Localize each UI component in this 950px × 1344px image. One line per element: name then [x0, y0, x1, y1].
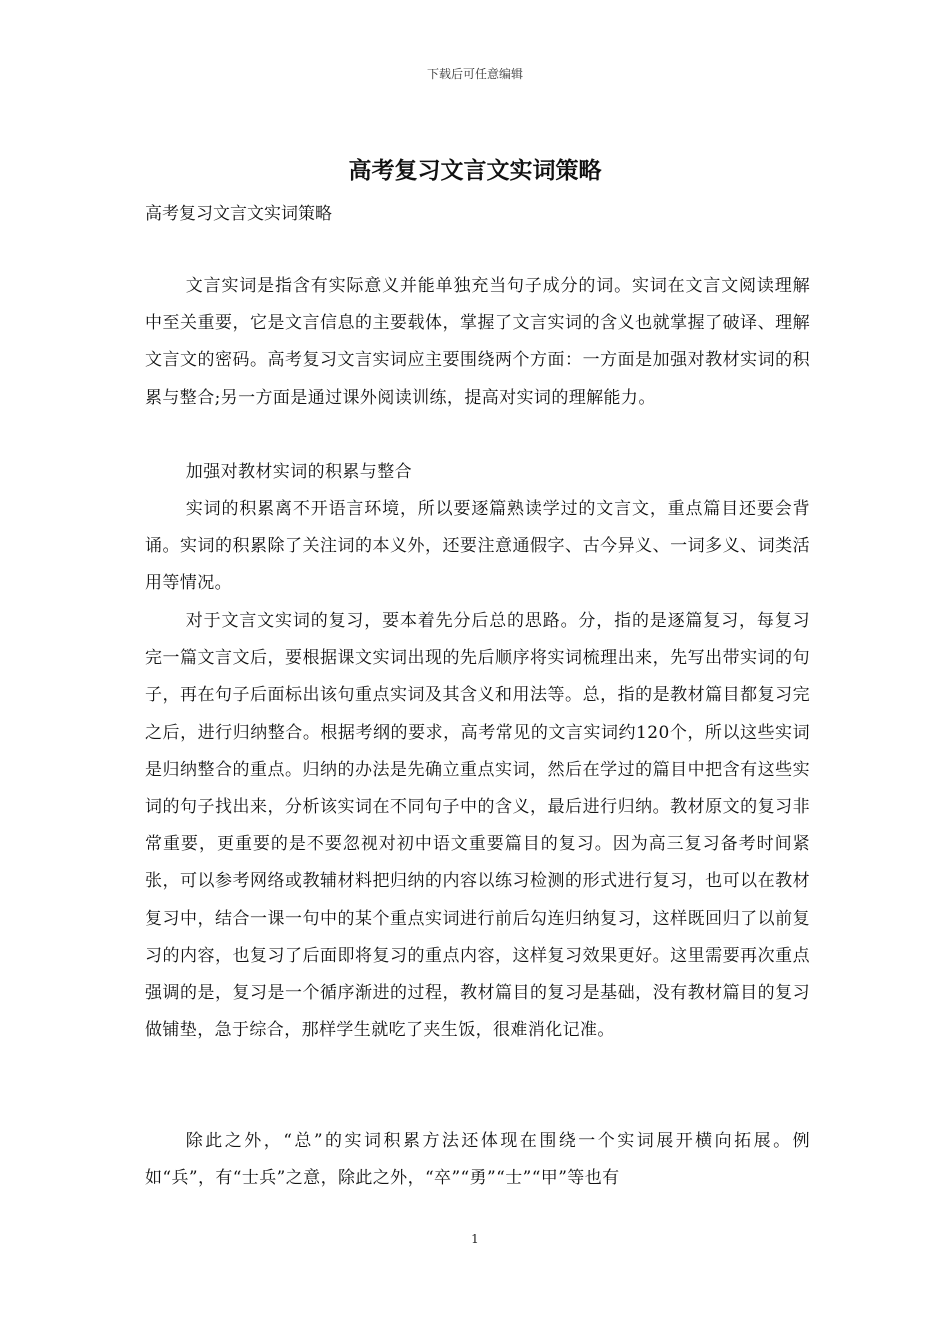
paragraph-review-method: 对于文言文实词的复习，要本着先分后总的思路。分，指的是逐篇复习，每复习完一篇文言文后，要根据课文实词出现的先后顺序将实词梳理出来，先写出带实词的句子，再在句子后面标出该句重点实词及其含义和用法等。总，指的是教材篇目都复习完之后，进行归纳整合。根据考纲的要求，高考常见的文言实词约120个，所以这些实词是归纳整合的重点。归纳的办法是先确立重点实词，然后在学过的篇目中把含有这些实词的句子找出来，分析该实词在不同句子中的含义，最后进行归纳。教材原文的复习非常重要，更重要的是不要忽视对初中语文重要篇目的复习。因为高三复习备考时间紧张，可以参考网络或教辅材料把归纳的内容以练习检测的形式进行复习，也可以在教材复习中，结合一课一句中的某个重点实词进行前后勾连归纳复习，这样既回归了以前复习的内容，也复习了后面即将复习的重点内容，这样复习效果更好。这里需要再次重点强调的是，复习是一个循序渐进的过程，教材篇目的复习是基础，没有教材篇目的复习做铺垫，急于综合，那样学生就吃了夹生饭，很难消化记准。	[145, 611, 810, 1041]
header-note: 下载后可任意编辑	[426, 67, 523, 81]
page-number: 1	[471, 1232, 479, 1246]
section-heading: 加强对教材实词的积累与整合	[185, 462, 412, 482]
document-title: 高考复习文言文实词策略	[348, 157, 602, 184]
paragraph-accumulation: 实词的积累离不开语言环境，所以要逐篇熟读学过的文言文，重点篇目还要会背诵。实词的积累除了关注词的本义外，还要注意通假字、古今异义、一词多义、词类活用等情况。	[145, 499, 810, 594]
paragraph-extension: 除此之外，“总”的实词积累方法还体现在围绕一个实词展开横向拓展。例如“兵”，有“士兵”之意，除此之外，“卒”“勇”“士”“甲”等也有	[145, 1131, 810, 1189]
document-subtitle: 高考复习文言文实词策略	[145, 204, 332, 224]
paragraph-intro: 文言实词是指含有实际意义并能单独充当句子成分的词。实词在文言文阅读理解中至关重要，它是文言信息的主要载体，掌握了文言实词的含义也就掌握了破译、理解文言文的密码。高考复习文言实词应主要围绕两个方面：一方面是加强对教材实词的积累与整合;另一方面是通过课外阅读训练，提高对实词的理解能力。	[145, 276, 810, 408]
